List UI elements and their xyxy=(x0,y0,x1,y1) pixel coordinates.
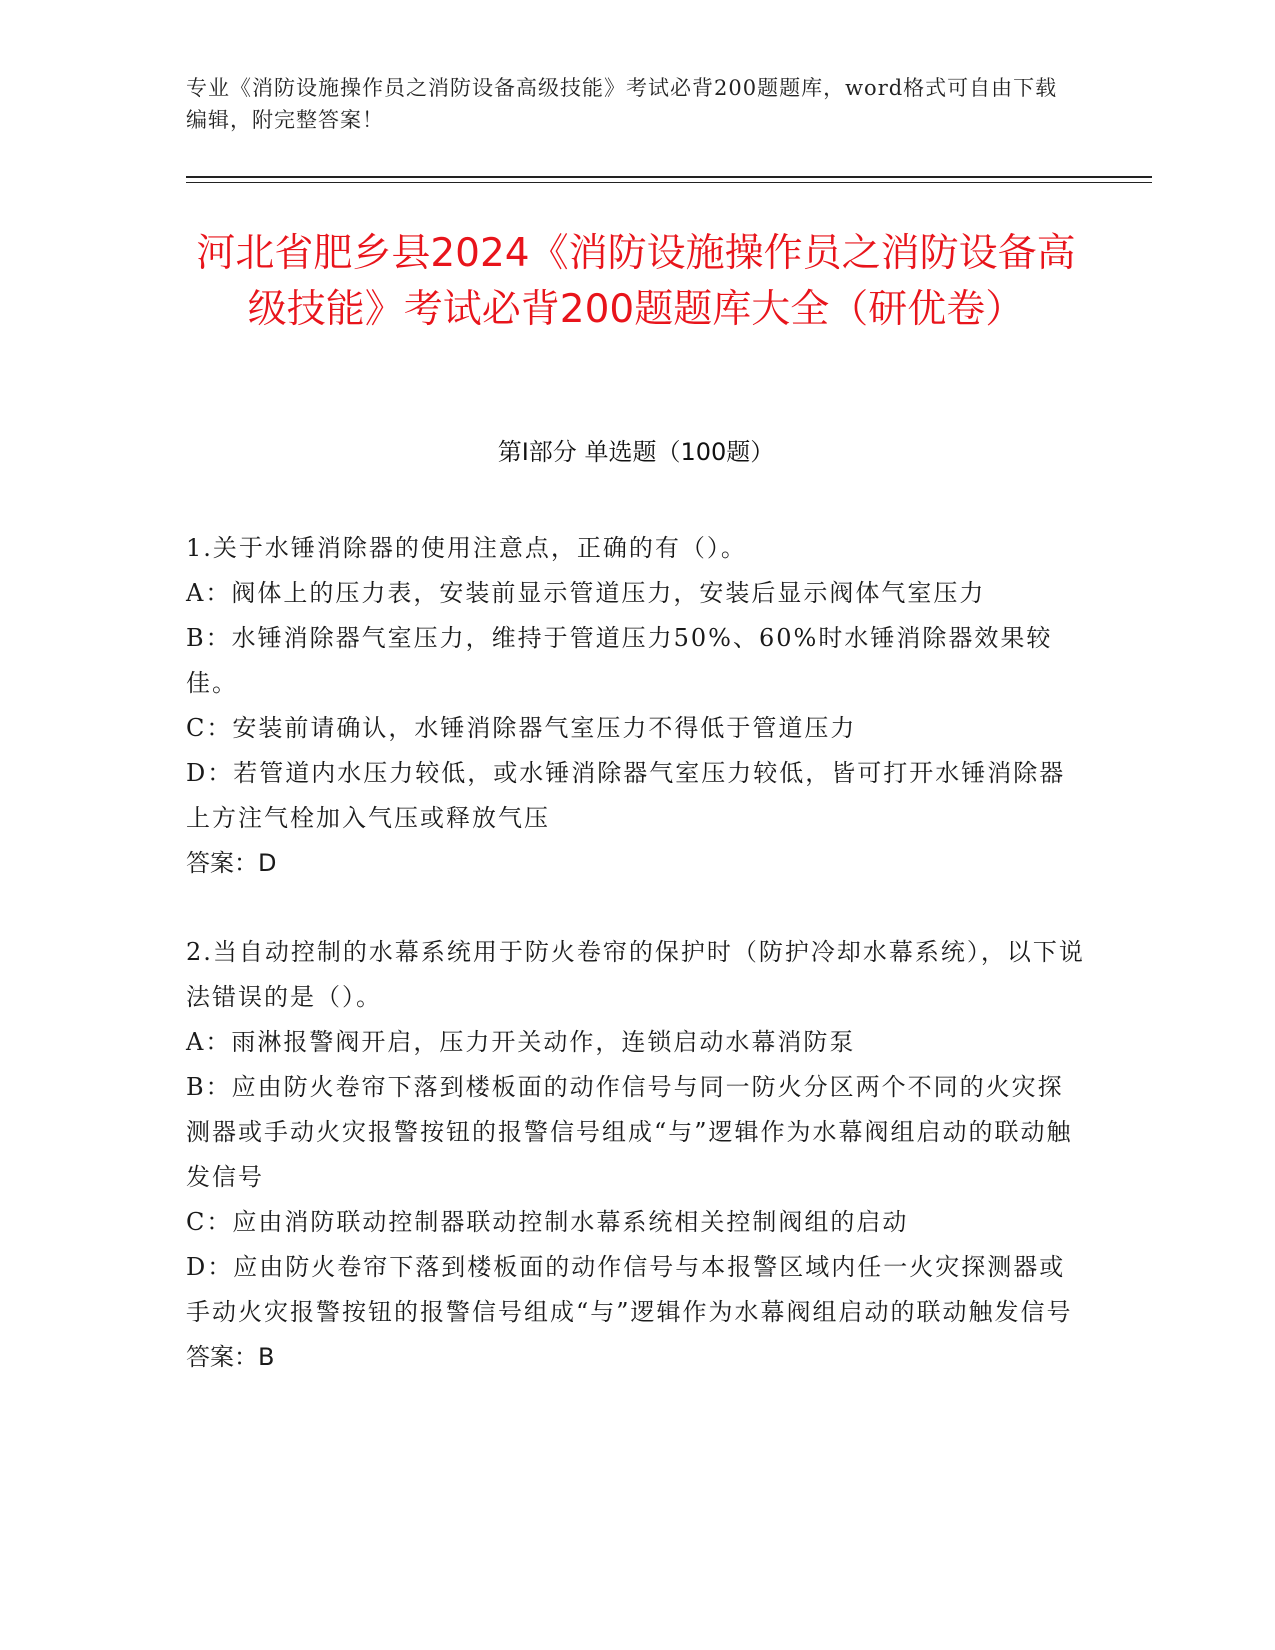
option-d: D：若管道内水压力较低，或水锤消除器气室压力较低，皆可打开水锤消除器上方注气栓加入气压或释放气压 xyxy=(186,759,1066,832)
option-a: A：雨淋报警阀开启，压力开关动作，连锁启动水幕消防泵 xyxy=(186,1028,856,1056)
option-c: C：安装前请确认，水锤消除器气室压力不得低于管道压力 xyxy=(186,714,857,742)
header-divider-thick xyxy=(186,176,1152,178)
option-d: D：应由防火卷帘下落到楼板面的动作信号与本报警区域内任一火灾探测器或手动火灾报警按钮的报警信号组成“与”逻辑作为水幕阀组启动的联动触发信号 xyxy=(186,1253,1073,1326)
option-a: A：阀体上的压力表，安装前显示管道压力，安装后显示阀体气室压力 xyxy=(186,579,986,607)
document-title: 河北省肥乡县2024《消防设施操作员之消防设备高级技能》考试必背200题题库大全（研优卷） xyxy=(196,231,1076,332)
question-stem: 2.当自动控制的水幕系统用于防火卷帘的保护时（防护冷却水幕系统），以下说法错误的是（）。 xyxy=(186,938,1085,1011)
question-2 xyxy=(186,930,1086,1380)
header-note: 专业《消防设施操作员之消防设备高级技能》考试必背200题题库，word格式可自由下载编辑，附完整答案！ xyxy=(186,76,1058,132)
header-divider-thin xyxy=(186,182,1152,183)
question-stem: 1.关于水锤消除器的使用注意点，正确的有（）。 xyxy=(186,534,747,562)
section-heading: 第Ⅰ部分 单选题（100题） xyxy=(497,438,775,466)
question-1 xyxy=(186,526,1086,886)
option-b: B：水锤消除器气室压力，维持于管道压力50%、60%时水锤消除器效果较佳。 xyxy=(186,624,1053,697)
answer: 答案：B xyxy=(186,1343,275,1371)
option-c: C：应由消防联动控制器联动控制水幕系统相关控制阀组的启动 xyxy=(186,1208,909,1236)
answer: 答案：D xyxy=(186,849,277,877)
option-b: B：应由防火卷帘下落到楼板面的动作信号与同一防火分区两个不同的火灾探测器或手动火灾报警按钮的报警信号组成“与”逻辑作为水幕阀组启动的联动触发信号 xyxy=(186,1073,1073,1191)
